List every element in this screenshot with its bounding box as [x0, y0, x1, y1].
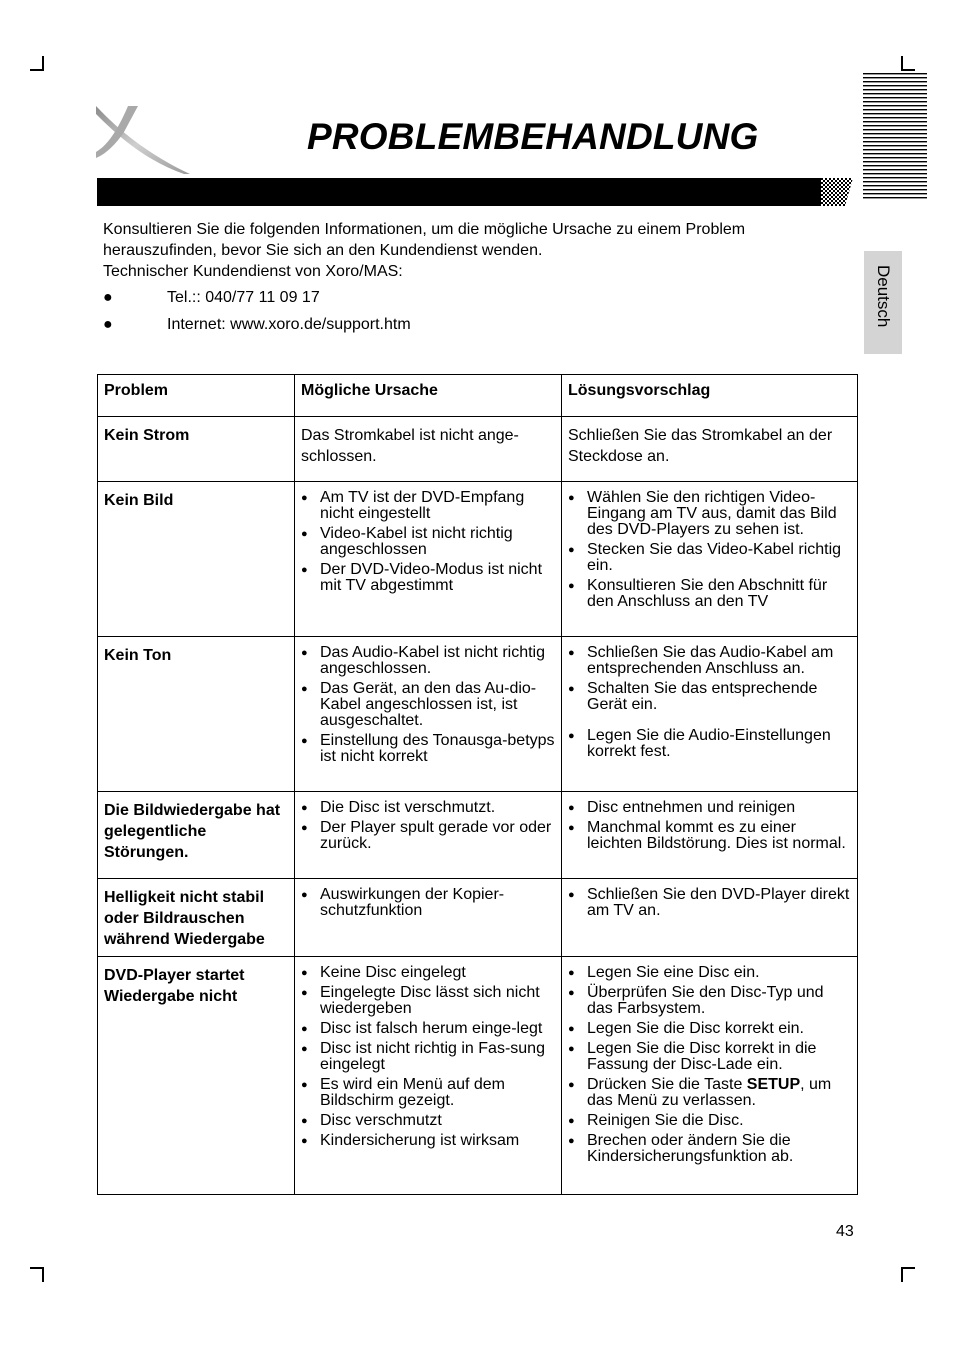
- xoro-x-logo-icon: [94, 104, 194, 176]
- list-item: ● Der DVD-Video-Modus ist nicht mit TV abgestimmt: [301, 562, 555, 594]
- crop-mark-tr: [901, 69, 915, 71]
- problem-cell: Die Bildwiedergabe hat gelegentliche Störungen.: [98, 792, 295, 879]
- language-tab-label: Deutsch: [874, 265, 893, 328]
- language-tab[interactable]: [864, 251, 902, 354]
- list-item: [568, 1077, 851, 1109]
- setup-key-label: SETUP: [746, 1076, 801, 1093]
- list-item: ● Legen Sie die Disc korrekt ein.: [568, 1021, 851, 1037]
- crop-mark-br: [901, 1267, 903, 1282]
- list-item: ● Schließen Sie das Audio-Kabel am entsprechenden Anschluss an.: [568, 645, 851, 677]
- list-item: ● Manchmal kommt es zu einer leichten Bildstörung. Dies ist normal.: [568, 820, 851, 852]
- list-item: ● Am TV ist der DVD-Empfang nicht eingestellt: [301, 490, 555, 522]
- intro-line: Technischer Kundendienst von Xoro/MAS:: [103, 263, 403, 280]
- list-item: ● Wählen Sie den richtigen Video-Eingang am TV aus, damit das Bild des DVD-Players zu sehen ist.: [568, 490, 851, 538]
- list-item: ● Das Audio-Kabel ist nicht richtig angeschlossen.: [301, 645, 555, 677]
- contact-tel-text: Tel.:: 040/77 11 09 17: [167, 289, 320, 306]
- bullet: ●: [103, 289, 113, 306]
- list-item: ● Das Gerät, an den das Au-dio-Kabel angeschlossen ist, ist ausgeschaltet.: [301, 681, 555, 729]
- solution-cell: [562, 957, 858, 1195]
- cause-cell: [295, 879, 562, 957]
- cause-cell: [295, 637, 562, 792]
- column-header-solution: Lösungsvorschlag: [562, 375, 858, 417]
- stripe-pattern-icon: [863, 73, 927, 200]
- contact-internet-link[interactable]: Internet: www.xoro.de/support.htm: [167, 316, 411, 333]
- list-item: ● Brechen oder ändern Sie die Kindersicherungsfunktion ab.: [568, 1133, 851, 1165]
- page-title: PROBLEMBEHANDLUNG: [307, 116, 759, 157]
- list-item: ● Die Disc ist verschmutzt.: [301, 800, 555, 816]
- solution-cell: Schließen Sie das Stromkabel an der Steckdose an.: [562, 417, 858, 482]
- problem-cell: DVD-Player startet Wiedergabe nicht: [98, 957, 295, 1195]
- text-segment: , um das Menü zu verlassen.: [587, 1076, 832, 1109]
- table-row: [98, 879, 858, 957]
- list-item: ● Keine Disc eingelegt: [301, 965, 555, 981]
- list-item: ● Legen Sie eine Disc ein.: [568, 965, 851, 981]
- list-item: ● Es wird ein Menü auf dem Bildschirm gezeigt.: [301, 1077, 555, 1109]
- list-item: ● Legen Sie die Audio-Einstellungen korrekt fest.: [568, 728, 851, 760]
- intro-line: herauszufinden, bevor Sie sich an den Kundendienst wenden.: [103, 242, 543, 259]
- list-item: ● Video-Kabel ist nicht richtig angeschlossen: [301, 526, 555, 558]
- solution-cell: [562, 637, 858, 792]
- text-segment: Drücken Sie die Taste: [587, 1076, 747, 1093]
- table-row: [98, 792, 858, 879]
- table-row: [98, 957, 858, 1195]
- list-item: ● Kindersicherung ist wirksam: [301, 1133, 555, 1149]
- intro-text: [103, 219, 863, 282]
- list-item: ● Stecken Sie das Video-Kabel richtig ein.: [568, 542, 851, 574]
- list-item: ● Disc ist nicht richtig in Fas-sung eingelegt: [301, 1041, 555, 1073]
- solution-cell: [562, 482, 858, 637]
- cause-cell: [295, 957, 562, 1195]
- table-row: [98, 637, 858, 792]
- cause-cell: [295, 482, 562, 637]
- column-header-problem: Problem: [98, 375, 295, 417]
- list-item: ● Der Player spult gerade vor oder zurück.: [301, 820, 555, 852]
- list-item: ● Reinigen Sie die Disc.: [568, 1113, 851, 1129]
- list-item: ● Auswirkungen der Kopier-schutzfunktion: [301, 887, 555, 919]
- list-item: ● Einstellung des Tonausga-betyps ist nicht korrekt: [301, 733, 555, 765]
- list-item: ● Disc ist falsch herum einge-legt: [301, 1021, 555, 1037]
- list-item: ● Disc verschmutzt: [301, 1113, 555, 1129]
- column-header-cause: Mögliche Ursache: [295, 375, 562, 417]
- problem-cell: Kein Ton: [98, 637, 295, 792]
- problem-cell: Helligkeit nicht stabil oder Bildrauschen während Wiedergabe: [98, 879, 295, 957]
- page-number: 43: [836, 1223, 854, 1240]
- cause-cell: [295, 792, 562, 879]
- cause-cell: Das Stromkabel ist nicht ange-schlossen.: [295, 417, 562, 482]
- problem-cell: Kein Strom: [98, 417, 295, 482]
- table-header-row: [98, 375, 858, 417]
- crop-mark-br: [901, 1267, 915, 1269]
- header-bar: [97, 178, 853, 206]
- list-item: ● Schalten Sie das entsprechende Gerät ein.: [568, 681, 851, 713]
- intro-line: Konsultieren Sie die folgenden Informationen, um die mögliche Ursache zu einem Problem: [103, 221, 746, 238]
- list-item: ● Eingelegte Disc lässt sich nicht wiedergeben: [301, 985, 555, 1017]
- crop-mark-tl: [30, 69, 44, 71]
- bullet: ●: [103, 316, 113, 333]
- list-item: ● Überprüfen Sie den Disc-Typ und das Farbsystem.: [568, 985, 851, 1017]
- problem-cell: Kein Bild: [98, 482, 295, 637]
- table-row: [98, 417, 858, 482]
- crop-mark-bl: [42, 1267, 44, 1282]
- troubleshooting-table: [97, 374, 858, 1195]
- solution-cell: [562, 879, 858, 957]
- list-item: ● Disc entnehmen und reinigen: [568, 800, 851, 816]
- list-item: ● Konsultieren Sie den Abschnitt für den Anschluss an den TV: [568, 578, 851, 610]
- solution-cell: [562, 792, 858, 879]
- table-row: [98, 482, 858, 637]
- list-item: ● Schließen Sie den DVD-Player direkt am TV an.: [568, 887, 851, 919]
- list-item: ● Legen Sie die Disc korrekt in die Fassung der Disc-Lade ein.: [568, 1041, 851, 1073]
